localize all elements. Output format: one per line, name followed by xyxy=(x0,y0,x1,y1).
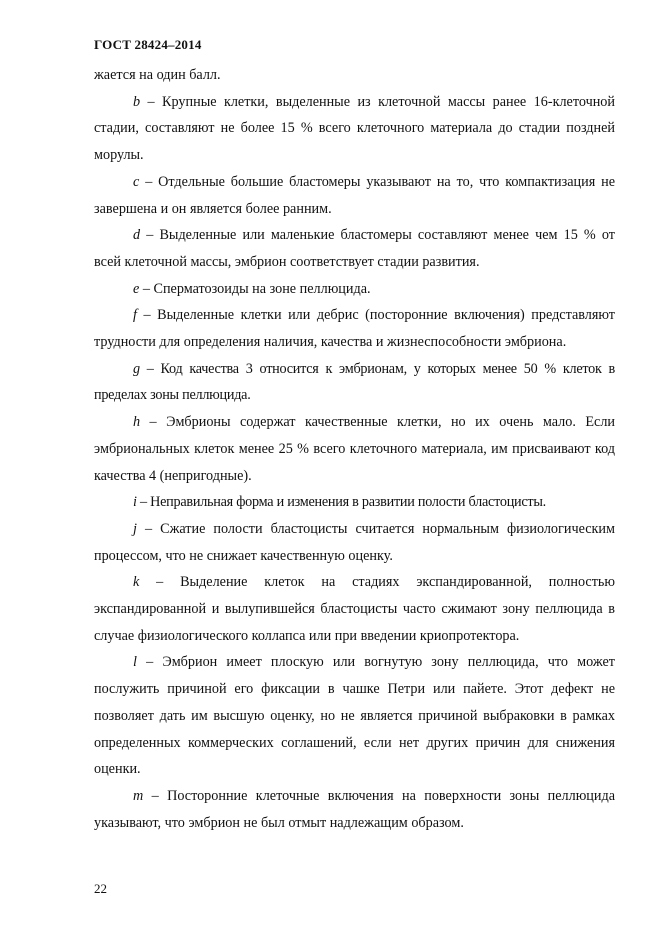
document-body xyxy=(94,62,615,836)
paragraph-marker: l xyxy=(133,654,137,671)
paragraph-marker: b xyxy=(133,93,141,110)
paragraph-m xyxy=(94,783,615,836)
paragraph-i xyxy=(94,489,615,516)
paragraph-marker: d xyxy=(133,227,141,244)
paragraph-text: – Неправильная форма и изменения в развитии полости бластоцисты. xyxy=(136,494,546,511)
paragraph-marker: j xyxy=(133,520,137,537)
paragraph-text: жается на один балл. xyxy=(94,67,221,83)
paragraph-c xyxy=(94,169,615,222)
paragraph-l xyxy=(94,649,615,783)
paragraph-text: – Эмбрионы содержат качественные клетки, но их очень мало. Если эмбриональных клеток менее 25 % всего клеточного материала, им присваивают код качества 4 (непригодные). xyxy=(94,414,615,484)
paragraph-text: – Сжатие полости бластоцисты считается нормальным физиологическим процессом, что не снижает качественную оценку. xyxy=(94,520,615,564)
paragraph-text: – Крупные клетки, выделенные из клеточной массы ранее 16-клеточной стадии, составляют не более 15 % всего клеточного материала до стадии поздней морулы. xyxy=(94,93,615,164)
paragraph-text: – Эмбрион имеет плоскую или вогнутую зону пеллюцида, что может послужить причиной его фиксации в чашке Петри или пайете. Этот дефект не позволяет дать им высшую оценку, но не является причиной выбраковки в рамках определенных коммерческих соглашений, если нет других причин для снижения оценки. xyxy=(94,654,615,778)
paragraph-text: – Отдельные большие бластомеры указывают на то, что компактизация не завершена и он является более ранним. xyxy=(94,173,615,217)
paragraph-k xyxy=(94,569,615,649)
paragraph-marker: c xyxy=(133,173,140,190)
paragraph-marker: i xyxy=(133,494,137,511)
paragraph-text: – Сперматозоиды на зоне пеллюцида. xyxy=(139,280,371,297)
paragraph-text: – Посторонние клеточные включения на поверхности зоны пеллюцида указывают, что эмбрион не был отмыт надлежащим образом. xyxy=(94,787,615,831)
paragraph-h xyxy=(94,409,615,489)
paragraph-marker: k xyxy=(133,574,140,591)
paragraph-e xyxy=(94,276,615,303)
paragraph-text: – Выделение клеток на стадиях экспандированной, полностью экспандированной и вылупившейся бластоцисты часто сжимают зону пеллюцида в случае физиологического коллапса или при введении криопротектора. xyxy=(94,574,615,644)
paragraph-marker: e xyxy=(133,280,140,297)
paragraph-text: – Выделенные клетки или дебрис (посторонние включения) представляют трудности для определения наличия, качества и жизнеспособности эмбриона. xyxy=(94,307,615,351)
paragraph-marker: h xyxy=(133,414,141,431)
paragraph-text: – Выделенные или маленькие бластомеры составляют менее чем 15 % от всей клеточной массы, эмбрион соответствует стадии развития. xyxy=(94,227,615,270)
paragraph-d xyxy=(94,222,615,275)
paragraph-marker: m xyxy=(133,787,144,804)
paragraph-marker: g xyxy=(133,360,140,377)
paragraph-marker: f xyxy=(133,307,137,324)
paragraph-continuation xyxy=(94,62,615,89)
document-header: ГОСТ 28424–2014 xyxy=(94,37,202,52)
paragraph-j xyxy=(94,516,615,569)
paragraph-g xyxy=(94,356,615,409)
paragraph-b xyxy=(94,89,615,169)
page-number: 22 xyxy=(94,881,107,896)
paragraph-f xyxy=(94,302,615,355)
paragraph-text: – Код качества 3 относится к эмбрионам, у которых менее 50 % клеток в пределах зоны пеллюцида. xyxy=(94,360,615,404)
